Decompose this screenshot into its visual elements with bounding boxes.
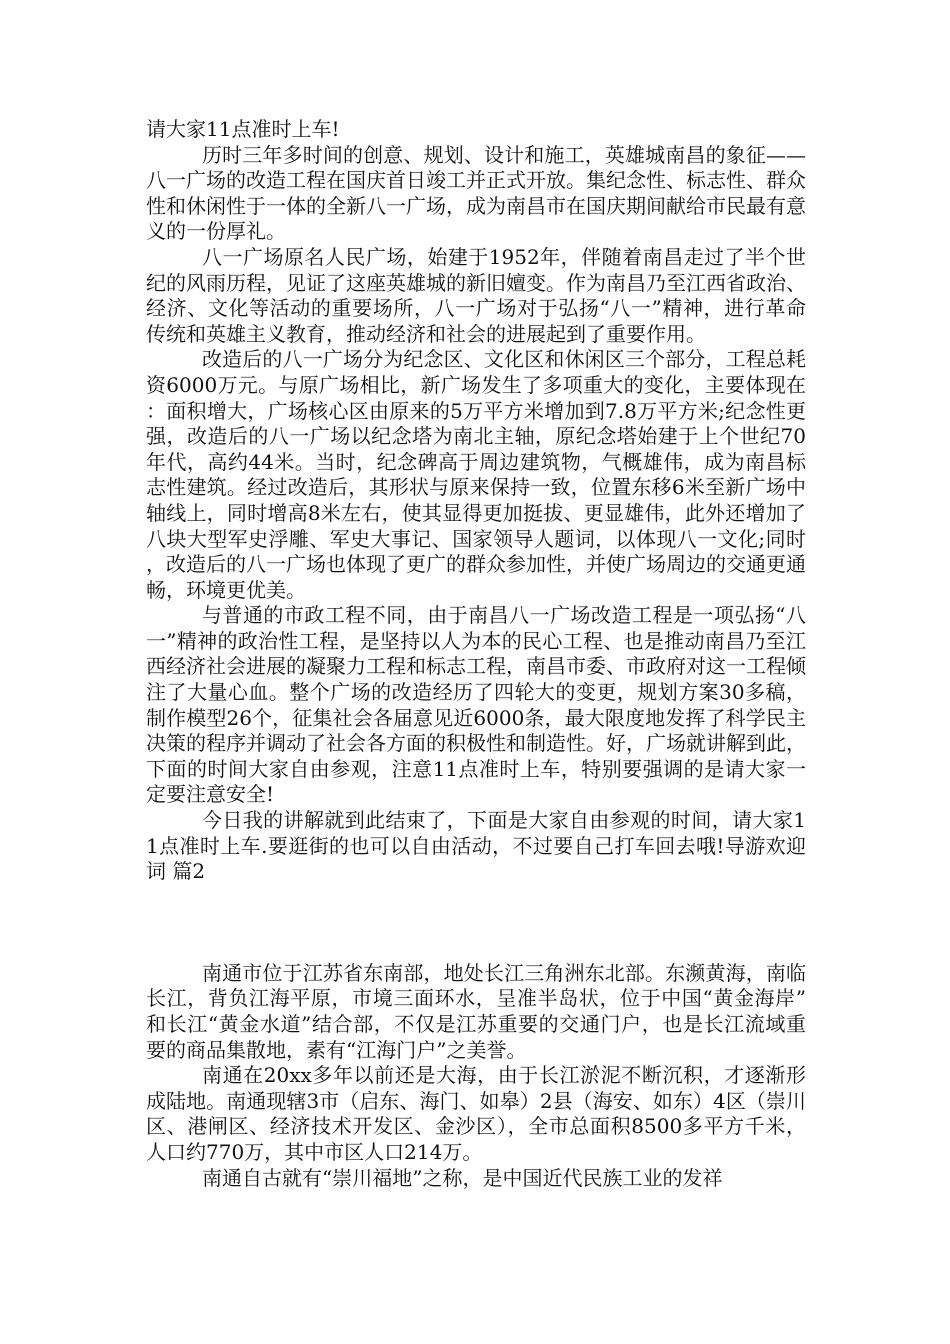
paragraph: 八一广场原名人民广场，始建于1952年，伴随着南昌走过了半个世纪的风雨历程，见证了这座英雄城的新旧嬗变。作为南昌乃至江西省政治、经济、文化等活动的重要场所，八一广场对于弘扬“八一”精神，进行革命传统和英雄主义教育，推动经济和社会的进展起到了重要作用。: [146, 244, 806, 346]
paragraph: 今日我的讲解就到此结束了，下面是大家自由参观的时间，请大家11点准时上车.要逛街的也可以自由活动，不过要自己打车回去哦!导游欢迎词 篇2: [146, 808, 806, 884]
paragraph: 请大家11点准时上车!: [146, 117, 340, 141]
paragraph: 南通自古就有“崇川福地”之称，是中国近代民族工业的发祥: [202, 1165, 723, 1190]
section-gap: [146, 885, 806, 961]
paragraph: 改造后的八一广场分为纪念区、文化区和休闲区三个部分，工程总耗资6000万元。与原广场相比，新广场发生了多项重大的变化，主要体现在：面积增大，广场核心区由原来的5万平方米增加到7.8万平方米;纪念性更强，改造后的八一广场以纪念塔为南北主轴，原纪念塔始建于上个世纪70年代，高约44米。当时，纪念碑高于周边建筑物，气概雄伟，成为南昌标志性建筑。经过改造后，其形状与原来保持一致，位置东移6米至新广场中轴线上，同时增高8米左右，使其显得更加挺拔、更显雄伟，此外还增加了八块大型军史浮雕、军史大事记、国家领导人题词，以体现八一文化;同时，改造后的八一广场也体现了更广的群众参加性，并使广场周边的交通更通畅，环境更优美。: [146, 347, 806, 602]
paragraph: 与普通的市政工程不同，由于南昌八一广场改造工程是一项弘扬“八一”精神的政治性工程，是坚持以人为本的民心工程、也是推动南昌乃至江西经济社会进展的凝聚力工程和标志工程，南昌市委、市政府对这一工程倾注了大量心血。整个广场的改造经历了四轮大的变更，规划方案30多稿，制作模型26个，征集社会各届意见近6000条，最大限度地发挥了科学民主决策的程序并调动了社会各方面的积极性和制造性。好，广场就讲解到此，下面的时间大家自由参观，注意11点准时上车，特别要强调的是请大家一定要注意安全!: [146, 603, 806, 807]
paragraph: 历时三年多时间的创意、规划、设计和施工，英雄城南昌的象征——八一广场的改造工程在国庆首日竣工并正式开放。集纪念性、标志性、群众性和休闲性于一体的全新八一广场，成为南昌市在国庆期间献给市民最有意义的一份厚礼。: [146, 142, 806, 244]
paragraph: 南通在20xx多年以前还是大海，由于长江淤泥不断沉积，才逐渐形成陆地。南通现辖3市（启东、海门、如皋）2县（海安、如东）4区（崇川区、港闸区、经济技术开发区、金沙区），全市总面积8500多平方千米，人口约770万，其中市区人口214万。: [146, 1063, 806, 1164]
paragraph: 南通市位于江苏省东南部，地处长江三角洲东北部。东濒黄海，南临长江，背负江海平原，市境三面环水，呈准半岛状，位于中国“黄金海岸”和长江“黄金水道”结合部，不仅是江苏重要的交通门户，也是长江流域重要的商品集散地，素有“江海门户”之美誉。: [146, 960, 806, 1062]
document-page: [146, 117, 806, 1191]
